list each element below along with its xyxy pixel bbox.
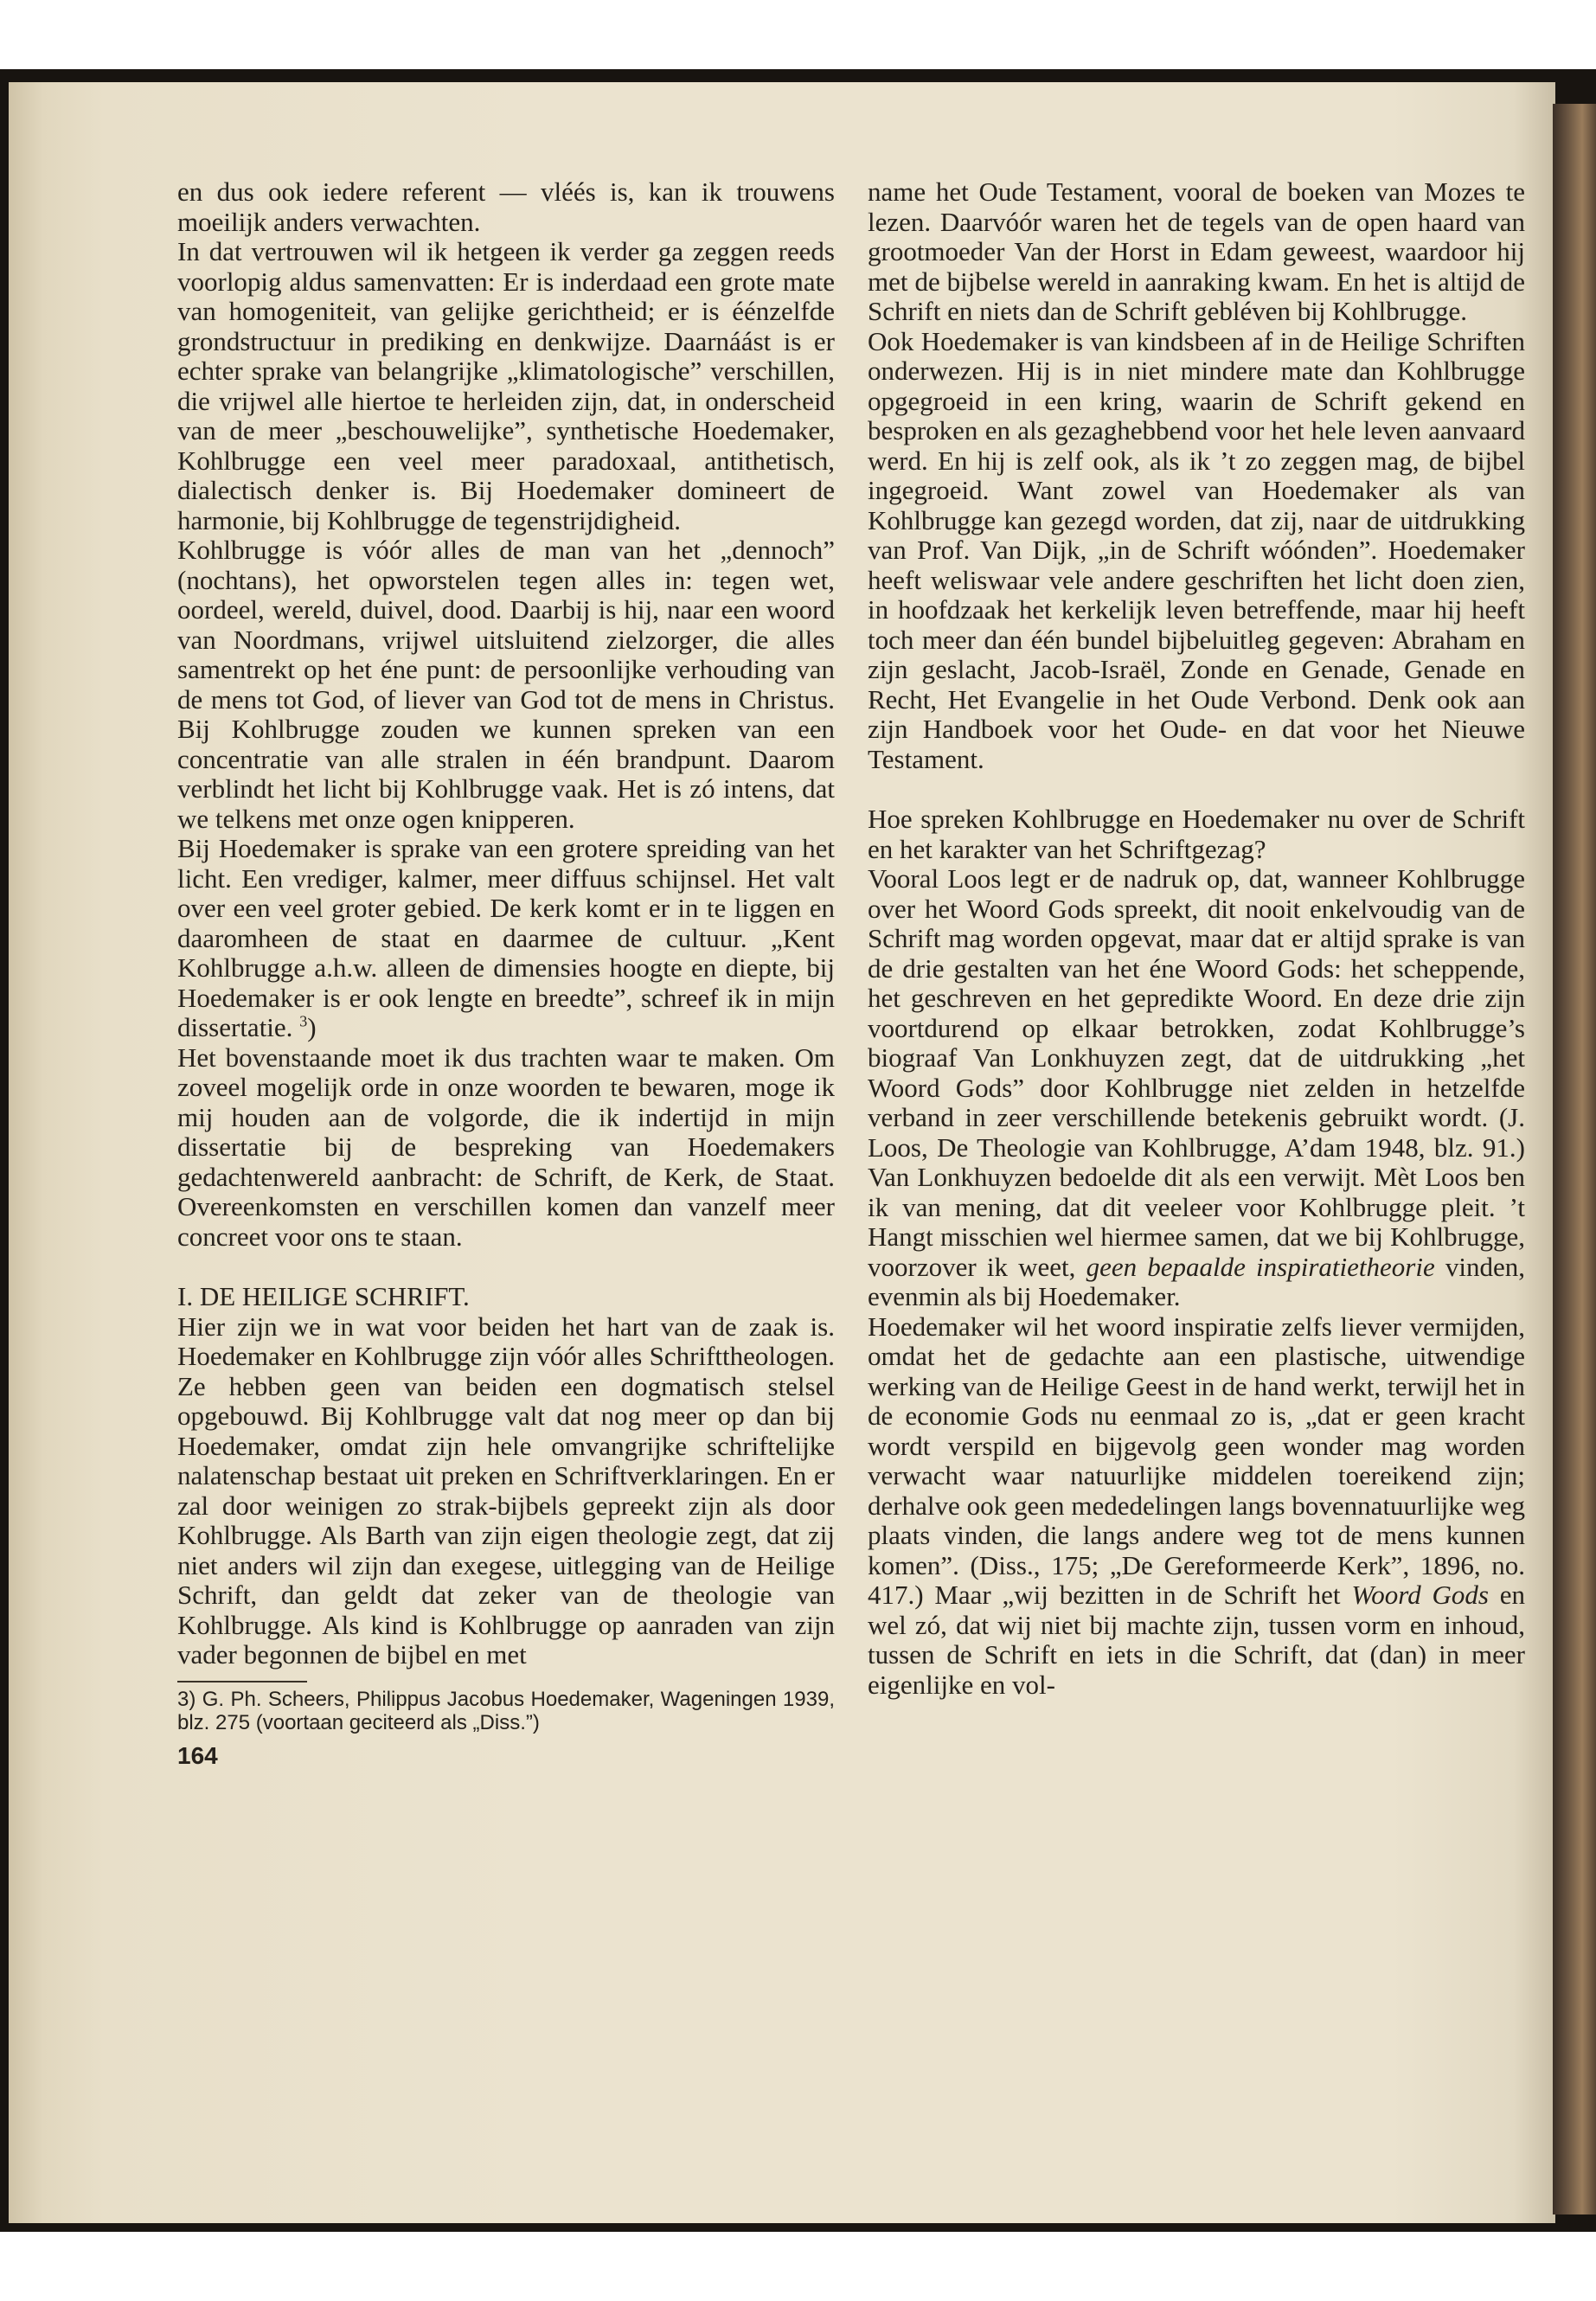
paragraph-text: Bij Hoedemaker is sprake van een grotere spreiding van het licht. Een vrediger, kalmer, meer diffuus schijnsel. Het valt over een veel groter gebied. De kerk komt er in te liggen en daaromheen de staat en daarmee de cultuur. „Kent Kohlbrugge a.h.w. alleen de dimensies hoogte en diepte, bij Hoedemaker is er ook lengte en breedte”, schreef ik in mijn dissertatie.: [177, 833, 835, 1042]
paragraph: In dat vertrouwen wil ik hetgeen ik verder ga zeggen reeds voorlopig aldus samenvatten: Er is inderdaad een grote mate van homogeniteit, van gelijke gerichtheid; er is éénzelfde grondstructuur in prediking en denkwijze. Daarnáást is er echter sprake van belangrijke „klimatologische” verschillen, die vrijwel alle hiertoe te herleiden zijn, dat, in onderscheid van de meer „beschouwelijke”, synthetische Hoedemaker, Kohlbrugge een veel meer paradoxaal, antithetisch, dialectisch denker is. Bij Hoedemaker domineert de harmonie, bij Kohlbrugge de tegenstrijdigheid.: [177, 236, 835, 535]
spacer: [868, 774, 1525, 804]
footnote-text: G. Ph. Scheers, Philippus Jacobus Hoedemaker, Wageningen 1939, blz. 275 (voortaan geciteerd als „Diss.”): [177, 1687, 835, 1734]
book-binding-edge: [1553, 104, 1596, 2214]
footnote-number: 3): [177, 1687, 196, 1711]
paragraph: name het Oude Testament, vooral de boeken van Mozes te lezen. Daarvóór waren het de tegels van de open haard van grootmoeder Van der Horst in Edam geweest, waardoor hij met de bijbelse wereld in aanraking kwam. En het is altijd de Schrift en niets dan de Schrift gebléven bij Kohlbrugge.: [868, 176, 1525, 326]
italic-phrase: Woord Gods: [1351, 1580, 1489, 1610]
page-number: 164: [177, 1741, 218, 1769]
paragraph-with-italic: [868, 864, 1525, 1312]
footnote: [177, 1688, 835, 1734]
footnote-divider: [177, 1681, 307, 1682]
paragraph: Hoe spreken Kohlbrugge en Hoedemaker nu over de Schrift en het karakter van het Schriftgezag?: [868, 804, 1525, 864]
paragraph-with-footnote: Bij Hoedemaker is sprake van een grotere spreiding van het licht. Een vrediger, kalmer, meer diffuus schijnsel. Het valt over een veel groter gebied. De kerk komt er in te liggen en daaromheen de staat en daarmee de cultuur. „Kent Kohlbrugge a.h.w. alleen de dimensies hoogte en diepte, bij Hoedemaker is er ook lengte en breedte”, schreef ik in mijn dissertatie. $^3$): [177, 833, 835, 1042]
paragraph: Hier zijn we in wat voor beiden het hart van de zaak is. Hoedemaker en Kohlbrugge zijn vóór alles Schrifttheologen. Ze hebben geen van beiden een dogmatisch stelsel opgebouwd. Bij Kohlbrugge valt dat nog meer op dan bij Hoedemaker, omdat zijn hele omvangrijke schriftelijke nalatenschap bestaat uit preken en Schriftverklaringen. En er zal door weinigen zo strak-bijbels gepreekt zijn als door Kohlbrugge. Als Barth van zijn eigen theologie zegt, dat zij niet anders wil zijn dan exegese, uitlegging van de Heilige Schrift, dan geldt dat zeker van de theologie van Kohlbrugge. Als kind is Kohlbrugge op aanraden van zijn vader begonnen de bijbel en met: [177, 1311, 835, 1670]
paragraph: Kohlbrugge is vóór alles de man van het „dennoch” (nochtans), het opworstelen tegen alles in: tegen wet, oordeel, wereld, duivel, dood. Daarbij is hij, naar een woord van Noordmans, vrijwel uitsluitend zielzorger, die alles samentrekt op het éne punt: de persoonlijke verhouding van de mens tot God, of liever van God tot de mens in Christus. Bij Kohlbrugge zouden we kunnen spreken van een concentratie van alle stralen in één brandpunt. Daarom verblindt het licht bij Kohlbrugge vaak. Het is zó intens, dat we telkens met onze ogen knipperen.: [177, 535, 835, 834]
paragraph-text: en wel zó, dat wij niet bij machte zijn, tussen vorm en inhoud, tussen de Schrift en iets in die Schrift, dat (dan) in meer eigenlijke en vol-: [868, 1580, 1525, 1700]
right-column: [868, 177, 1525, 1700]
left-column: [177, 177, 835, 1771]
paragraph-text: Hoedemaker wil het woord inspiratie zelfs liever vermijden, omdat het de gedachte aan een plastische, uitwendige werking van de Heilige Geest in de hand werkt, terwijl het in de economie Gods nu eenmaal zo is, „dat er geen kracht wordt verspild en bijgevolg geen wonder mag worden verwacht waar natuurlijke middelen toereikend zijn; derhalve ook geen mededelingen langs bovennatuurlijke weg plaats vinden, die langs andere weg tot de mens kunnen komen”. (Diss., 175; „De Gereformeerde Kerk”, 1896, no. 417.) Maar „wij bezitten in de Schrift het: [868, 1311, 1525, 1610]
spacer: [177, 1252, 835, 1282]
paragraph-text: vinden, evenmin als bij Hoedemaker.: [868, 1251, 1525, 1311]
footnote-marker: 3: [299, 1012, 308, 1030]
italic-phrase: geen bepaalde inspiratietheorie: [1086, 1251, 1435, 1282]
paragraph-text: Vooral Loos legt er de nadruk op, dat, wanneer Kohlbrugge over het Woord Gods spreekt, dit nooit enkelvoudig van de Schrift mag worden opgevat, maar dat er altijd sprake is van de drie gestalten van het éne Woord Gods: het scheppende, het geschreven en het gepredikte Woord. En deze drie zijn voortdurend op elkaar betrokken, zodat Kohlbrugge’s biograaf Van Lonkhuyzen zegt, dat de uitdrukking „het Woord Gods” door Kohlbrugge niet zelden in hetzelfde verband in zeer verschillende betekenis gebruikt wordt. (J. Loos, De Theologie van Kohlbrugge, A’dam 1948, blz. 91.) Van Lonkhuyzen bedoelde dit als een verwijt. Mèt Loos ben ik van mening, dat dit veeleer voor Kohlbrugge pleit. ’t Hangt misschien wel hiermee samen, dat we bij Kohlbrugge, voorzover ik weet,: [868, 863, 1525, 1282]
section-heading: I. DE HEILIGE SCHRIFT.: [177, 1281, 470, 1311]
paragraph: en dus ook iedere referent — vléés is, kan ik trouwens moeilijk anders verwachten.: [177, 176, 835, 237]
paragraph: Ook Hoedemaker is van kindsbeen af in de Heilige Schriften onderwezen. Hij is in niet mindere mate dan Kohlbrugge opgegroeid in een kring, waarin de Schrift gekend en besproken en als gezaghebbend voor het hele leven aanvaard werd. En hij is zelf ook, als ik ’t zo zeggen mag, de bijbel ingegroeid. Want zowel van Hoedemaker als van Kohlbrugge kan gezegd worden, dat zij, naar de uitdrukking van Prof. Van Dijk, „in de Schrift wóónden”. Hoedemaker heeft weliswaar vele andere geschriften het licht doen zien, in hoofdzaak het kerkelijk leven betreffende, maar hij heeft toch meer dan één bundel bijbeluitleg gegeven: Abraham en zijn geslacht, Jacob-Israël, Zonde en Genade, Genade en Recht, Het Evangelie in het Oude Verbond. Denk ook aan zijn Handboek voor het Oude- en dat voor het Nieuwe Testament.: [868, 325, 1525, 774]
paragraph: Het bovenstaande moet ik dus trachten waar te maken. Om zoveel mogelijk orde in onze woorden te bewaren, moge ik mij houden aan de volgorde, die ik indertijd in mijn dissertatie bij de bespreking van Hoedemakers gedachtenwereld aanbracht: de Schrift, de Kerk, de Staat. Overeenkomsten en verschillen komen dan vanzelf meer concreet voor ons te staan.: [177, 1042, 835, 1252]
paragraph-with-italic: [868, 1312, 1525, 1701]
